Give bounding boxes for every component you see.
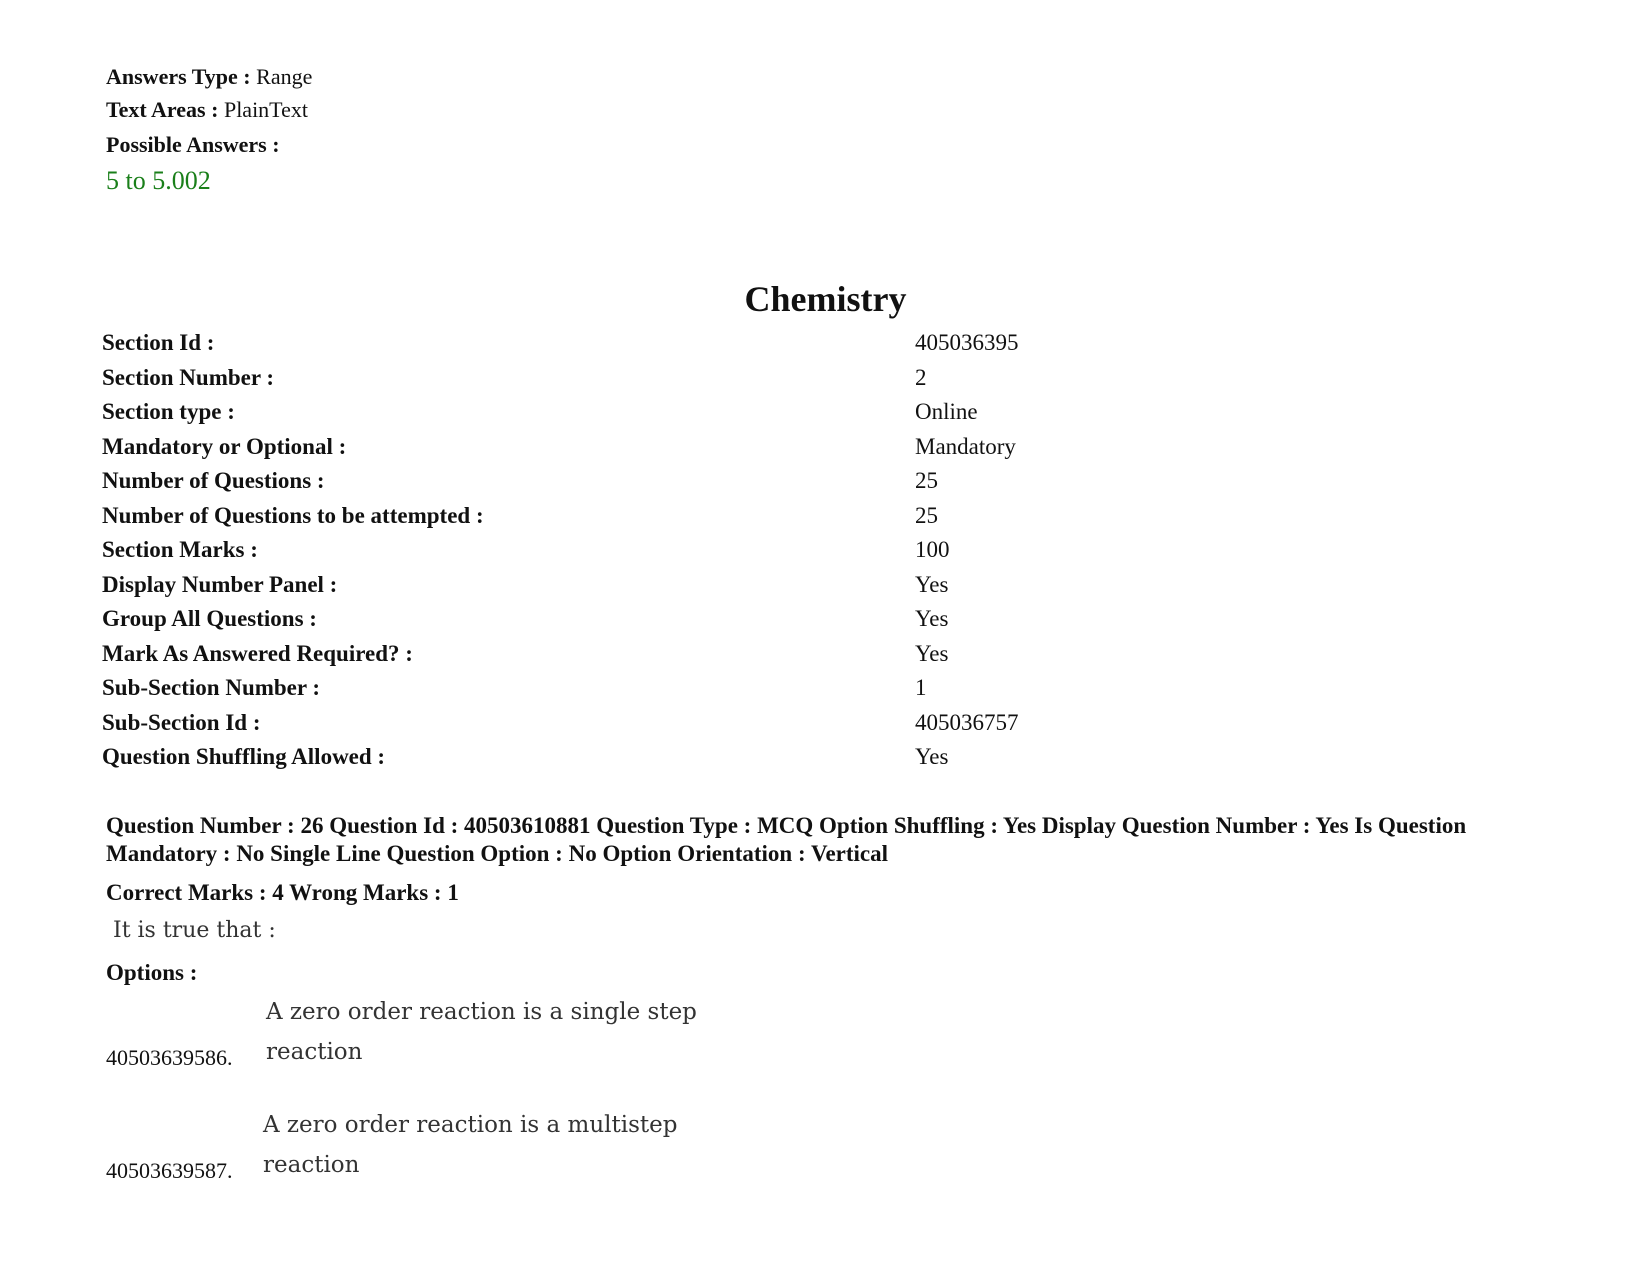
section-row-value: 405036395 [915, 330, 1019, 355]
section-row-label: Group All Questions : [102, 606, 317, 631]
section-row-value: 100 [915, 537, 950, 562]
section-row-label: Mandatory or Optional : [102, 434, 347, 459]
section-row-label: Sub-Section Number : [102, 675, 321, 700]
option-text-line: reaction [266, 1039, 363, 1065]
option-text-line: reaction [263, 1152, 360, 1178]
section-row-label: Section Marks : [102, 537, 258, 562]
text-areas-line [106, 97, 308, 123]
section-row-label: Section Number : [102, 365, 275, 390]
section-row-value: Yes [915, 606, 949, 631]
option-text [263, 1105, 678, 1185]
answers-type-line [106, 64, 312, 90]
section-row-label: Sub-Section Id : [102, 710, 261, 735]
section-row-label: Number of Questions : [102, 468, 325, 493]
possible-answers-value: 5 to 5.002 [106, 166, 211, 195]
section-row-label: Question Shuffling Allowed : [102, 744, 386, 769]
section-row-label: Mark As Answered Required? : [102, 641, 413, 666]
section-row-label: Display Number Panel : [102, 572, 338, 597]
answers-type-label: Answers Type : [106, 64, 251, 89]
section-row-value: 2 [915, 365, 927, 390]
option-text [266, 992, 697, 1072]
option-text-line: A zero order reaction is a single step [266, 999, 697, 1025]
section-row-value: 25 [915, 468, 938, 493]
section-row-value: Yes [915, 572, 949, 597]
option-number: 40503639587. [106, 1158, 233, 1183]
question-header: Question Number : 26 Question Id : 40503610881 Question Type : MCQ Option Shuffling : Yes Display Question Number : Yes Is Question Mandatory : No Single Line Question Option : No Option Orientation : Vertical [106, 813, 1467, 866]
section-row-value: 405036757 [915, 710, 1019, 735]
option-number: 40503639586. [106, 1045, 233, 1070]
question-stem: It is true that : [113, 918, 276, 943]
section-row-value: Yes [915, 744, 949, 769]
section-row-value: 25 [915, 503, 938, 528]
section-row-value: Online [915, 399, 978, 424]
section-title: Chemistry [744, 279, 907, 319]
options-label: Options : [106, 960, 198, 985]
possible-answers-label: Possible Answers : [106, 132, 280, 157]
text-areas-value: PlainText [223, 97, 308, 122]
section-row-label: Number of Questions to be attempted : [102, 503, 484, 528]
option-text-line: A zero order reaction is a multistep [263, 1112, 678, 1138]
answers-type-value: Range [256, 64, 313, 89]
section-row-value: Yes [915, 641, 949, 666]
section-row-value: Mandatory [915, 434, 1016, 459]
section-row-label: Section type : [102, 399, 235, 424]
section-row-value: 1 [915, 675, 927, 700]
text-areas-label: Text Areas : [106, 97, 219, 122]
question-marks: Correct Marks : 4 Wrong Marks : 1 [106, 880, 459, 905]
section-row-label: Section Id : [102, 330, 215, 355]
